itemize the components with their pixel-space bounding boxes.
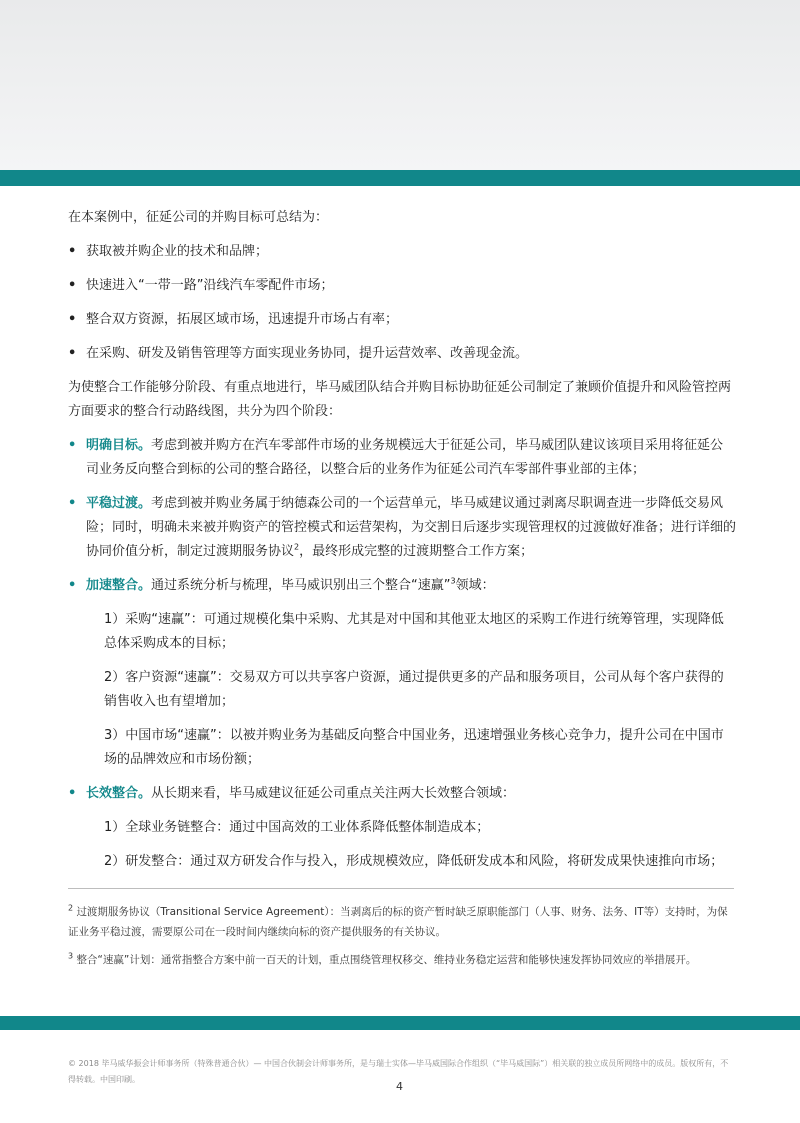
stage-title: 加速整合。 xyxy=(86,578,152,593)
sub-item: 3）中国市场“速赢”：以被并购业务为基础反向整合中国业务，迅速增强业务核心竞争力，提升公司在中国市场的品牌效应和市场份额； xyxy=(104,728,724,767)
long-term-list xyxy=(86,816,736,874)
stage-text: 通过系统分析与梳理，毕马威识别出三个整合“速赢” xyxy=(151,578,451,593)
footnotes xyxy=(68,902,736,978)
bullet-icon: • xyxy=(68,346,77,361)
sub-item: 1）全球业务链整合：通过中国高效的工业体系降低整体制造成本； xyxy=(104,820,490,835)
footnote-3: $^3$ 整合“速赢”计划：通常指整合方案中前一百天的计划，重点围绕管理权移交、维持业务稳定运营和能够快速发挥协同效应的举措展开。 xyxy=(68,951,697,966)
stage-text-tail: 领域： xyxy=(455,578,495,593)
list-item: • 整合双方资源，拓展区域市场，迅速提升市场占有率； xyxy=(68,308,736,332)
sub-item: 1）采购“速赢”：可通过规模化集中采购、尤其是对中国和其他亚太地区的采购工作进行统筹管理，实现降低总体采购成本的目标； xyxy=(104,612,724,651)
sub-item: 2）研发整合：通过双方研发合作与投入，形成规模效应，降低研发成本和风险，将研发成果快速推向市场； xyxy=(104,854,724,869)
footnote-ref: 2 xyxy=(294,542,300,552)
bullet-icon: • xyxy=(68,244,77,259)
footnote-divider xyxy=(68,888,734,889)
list-item: • 快速进入“一带一路”沿线汽车零配件市场； xyxy=(68,274,736,298)
copyright-text: © 2018 毕马威华振会计师事务所（特殊普通合伙）— 中国合伙制会计师事务所，是与瑞士实体—毕马威国际合作组织（“毕马威国际”）相关联的独立成员所网络中的成员。版权所有，不得转载。中国印刷。 xyxy=(68,1059,729,1084)
stages-list xyxy=(68,434,736,874)
stage-text: 考虑到被并购方在汽车零部件市场的业务规模远大于征延公司，毕马威团队建议该项目采用将征延公司业务反向整合到标的公司的整合路径，以整合后的业务作为征延公司汽车零部件事业部的主体； xyxy=(86,438,724,477)
stage-item-accelerate-integration xyxy=(68,574,736,772)
page-number: 4 xyxy=(396,1080,403,1093)
bullet-icon: • xyxy=(68,786,77,801)
list-item: • 获取被并购企业的技术和品牌； xyxy=(68,240,736,264)
intro-paragraph: 在本案例中，征延公司的并购目标可总结为： xyxy=(68,210,329,225)
stage-item-clarify-goals xyxy=(68,434,736,482)
stage-text: 从长期来看，毕马威建议征延公司重点关注两大长效整合领域： xyxy=(151,786,516,801)
stage-item-long-term-integration xyxy=(68,782,736,874)
bullet-icon: • xyxy=(68,438,77,453)
bullet-icon: • xyxy=(68,496,77,511)
stage-title: 明确目标。 xyxy=(86,438,152,453)
stage-text: 考虑到被并购业务属于纳德森公司的一个运营单元，毕马威建议通过剥离尽职调查进一步降低交易风险；同时，明确未来被并购资产的管控模式和运营架构，为交割日后逐步实现管理权的过渡做好准备；进行详细的协同价值分析，制定过渡期服务协议 xyxy=(86,496,737,559)
footnote-ref: 3 xyxy=(450,576,456,586)
bullet-icon: • xyxy=(68,312,77,327)
quick-wins-list xyxy=(86,608,736,772)
goals-list xyxy=(68,240,736,366)
stage-text-tail: ，最终形成完整的过渡期整合工作方案； xyxy=(299,544,534,559)
bullet-icon: • xyxy=(68,278,77,293)
footer-accent-stripe xyxy=(0,1016,800,1030)
stage-item-smooth-transition xyxy=(68,492,736,564)
header-band xyxy=(0,0,800,170)
main-content xyxy=(68,206,736,884)
roadmap-intro-paragraph: 为使整合工作能够分阶段、有重点地进行，毕马威团队结合并购目标协助征延公司制定了兼顾价值提升和风险管控两方面要求的整合行动路线图，共分为四个阶段： xyxy=(68,380,732,419)
stage-title: 长效整合。 xyxy=(86,786,152,801)
footnote-2: $^2$ 过渡期服务协议（Transitional Service Agreement）：当剥离后的标的资产暂时缺乏原职能部门（人事、财务、法务、IT等）支持时，为保证业务平稳过渡，需要原公司在一段时间内继续向标的资产提供服务的有关协议。 xyxy=(68,903,728,938)
stage-title: 平稳过渡。 xyxy=(86,496,152,511)
sub-item: 2）客户资源“速赢”：交易双方可以共享客户资源，通过提供更多的产品和服务项目，公司从每个客户获得的销售收入也有望增加； xyxy=(104,670,724,709)
bullet-icon: • xyxy=(68,578,77,593)
list-item: • 在采购、研发及销售管理等方面实现业务协同，提升运营效率、改善现金流。 xyxy=(68,342,736,366)
header-accent-stripe xyxy=(0,170,800,186)
